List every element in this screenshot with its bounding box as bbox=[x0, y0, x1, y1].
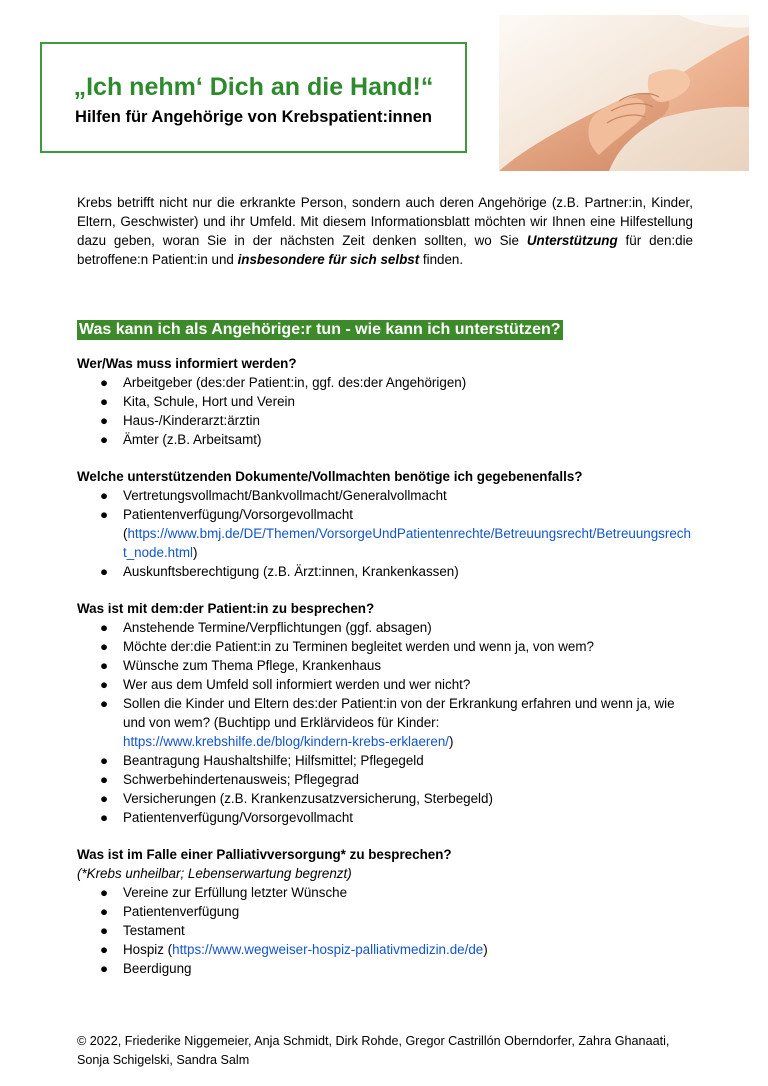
paren-close: ) bbox=[483, 942, 488, 957]
intro-paragraph bbox=[77, 193, 693, 269]
list-item-text: Testament bbox=[123, 923, 185, 938]
list-item-text: Ämter (z.B. Arbeitsamt) bbox=[123, 432, 262, 447]
bullet: ● bbox=[100, 394, 109, 409]
bullet: ● bbox=[100, 696, 109, 711]
bullet: ● bbox=[100, 904, 109, 919]
list-item-text: Hospiz ( bbox=[123, 942, 173, 957]
list-item-text: Vereine zur Erfüllung letzter Wünsche bbox=[123, 885, 348, 900]
list-item-text: Patientenverfügung/Vorsorgevollmacht bbox=[123, 507, 354, 522]
palliative-list bbox=[77, 883, 693, 978]
copyright-footer: © 2022, Friederike Niggemeier, Anja Schmidt, Dirk Rohde, Gregor Castrillón Oberndorfer, Zahra Ghanaati, Sonja Schigelski, Sandra Salm bbox=[77, 1034, 670, 1067]
intro-emphasis-support: Unterstützung bbox=[526, 233, 618, 248]
list-item-text: Auskunftsberechtigung (z.B. Ärzt:innen, Krankenkassen) bbox=[123, 564, 459, 579]
list-item-text: Schwerbehindertenausweis; Pflegegrad bbox=[123, 772, 359, 787]
list-item-text: Beerdigung bbox=[123, 961, 192, 976]
list-item-text: Wer aus dem Umfeld soll informiert werden und wer nicht? bbox=[123, 677, 471, 692]
bullet: ● bbox=[100, 620, 109, 635]
bullet: ● bbox=[100, 507, 109, 522]
list-item bbox=[77, 789, 693, 808]
list-item bbox=[77, 562, 693, 581]
list-item bbox=[77, 751, 693, 770]
list-item-text: Versicherungen (z.B. Krankenzusatzversicherung, Sterbegeld) bbox=[123, 791, 493, 806]
list-item-text: Wünsche zum Thema Pflege, Krankenhaus bbox=[123, 658, 382, 673]
bullet: ● bbox=[100, 923, 109, 938]
list-item bbox=[77, 430, 693, 449]
main-content bbox=[77, 193, 693, 978]
documents-list bbox=[77, 486, 693, 581]
discuss-list bbox=[77, 618, 693, 827]
bullet: ● bbox=[100, 658, 109, 673]
bullet: ● bbox=[100, 772, 109, 787]
page-title: „Ich nehm‘ Dich an die Hand!“ bbox=[73, 72, 434, 101]
list-item-text: Vertretungsvollmacht/Bankvollmacht/Generalvollmacht bbox=[123, 488, 447, 503]
intro-text-2: für den:die betroffene:n Patient:in und bbox=[77, 233, 693, 267]
title-box bbox=[40, 42, 467, 153]
bullet: ● bbox=[100, 413, 109, 428]
question-heading-discuss: Was ist mit dem:der Patient:in zu besprechen? bbox=[77, 601, 375, 616]
list-item bbox=[77, 392, 693, 411]
list-item bbox=[77, 505, 693, 562]
list-item bbox=[77, 637, 693, 656]
list-item-text: Patientenverfügung/Vorsorgevollmacht bbox=[123, 810, 354, 825]
bullet: ● bbox=[100, 639, 109, 654]
bullet: ● bbox=[100, 564, 109, 579]
intro-text-3: finden. bbox=[419, 252, 464, 267]
bullet: ● bbox=[100, 677, 109, 692]
list-item bbox=[77, 921, 693, 940]
list-item-text: Patientenverfügung bbox=[123, 904, 240, 919]
bullet: ● bbox=[100, 810, 109, 825]
list-item-text: Haus-/Kinderarzt:ärztin bbox=[123, 413, 260, 428]
krebshilfe-link[interactable]: https://www.krebshilfe.de/blog/kindern-krebs-erklaeren/ bbox=[123, 734, 449, 749]
list-item bbox=[77, 808, 693, 827]
bullet: ● bbox=[100, 961, 109, 976]
palliative-note: (*Krebs unheilbar; Lebenserwartung begrenzt) bbox=[77, 866, 352, 881]
list-item bbox=[77, 618, 693, 637]
list-item-text: Anstehende Termine/Verpflichtungen (ggf. absagen) bbox=[123, 620, 432, 635]
hospiz-link[interactable]: https://www.wegweiser-hospiz-palliativmedizin.de/de bbox=[172, 942, 484, 957]
intro-emphasis-self: insbesondere für sich selbst bbox=[237, 252, 420, 267]
list-item bbox=[77, 486, 693, 505]
paren-open: ( bbox=[123, 526, 128, 541]
list-item bbox=[77, 959, 693, 978]
inform-list bbox=[77, 373, 693, 449]
list-item bbox=[77, 883, 693, 902]
paren-close: ) bbox=[449, 734, 454, 749]
list-item bbox=[77, 675, 693, 694]
list-item bbox=[77, 940, 693, 959]
list-item bbox=[77, 411, 693, 430]
bullet: ● bbox=[100, 375, 109, 390]
bullet: ● bbox=[100, 432, 109, 447]
list-item bbox=[77, 373, 693, 392]
bullet: ● bbox=[100, 942, 109, 957]
bullet: ● bbox=[100, 885, 109, 900]
bullet: ● bbox=[100, 488, 109, 503]
bullet: ● bbox=[100, 791, 109, 806]
list-item bbox=[77, 902, 693, 921]
list-item-text: Arbeitgeber (des:der Patient:in, ggf. des:der Angehörigen) bbox=[123, 375, 467, 390]
list-item bbox=[77, 656, 693, 675]
paren-close: ) bbox=[192, 545, 198, 560]
list-item-text: Sollen die Kinder und Eltern des:der Patient:in von der Erkrankung erfahren und wenn ja, wie und von wem? (Buchtipp und Erklärvideos für Kinder: bbox=[123, 696, 675, 730]
list-item-text: Möchte der:die Patient:in zu Terminen begleitet werden und wenn ja, von wem? bbox=[123, 639, 594, 654]
page-subtitle: Hilfen für Angehörige von Krebspatient:innen bbox=[75, 107, 432, 126]
question-heading-palliative: Was ist im Falle einer Palliativversorgung* zu besprechen? bbox=[77, 847, 452, 862]
bmj-link[interactable]: https://www.bmj.de/DE/Themen/VorsorgeUndPatientenrechte/Betreuungsrecht/Betreuungsrecht_node.html bbox=[123, 526, 691, 560]
question-heading-inform: Wer/Was muss informiert werden? bbox=[77, 356, 297, 371]
intro-text-1: Krebs betrifft nicht nur die erkrankte Person, sondern auch deren Angehörige (z.B. Partner:in, Kinder, Eltern, Geschwister) und ihr Umfeld. Mit diesem Informationsblatt möchten wir Ihnen eine Hilfestellung dazu geben, woran Sie in der nächsten Zeit denken sollten, wo Sie bbox=[77, 195, 693, 248]
hands-photo bbox=[499, 15, 749, 171]
list-item-text: Kita, Schule, Hort und Verein bbox=[123, 394, 295, 409]
list-item-text: Beantragung Haushaltshilfe; Hilfsmittel; Pflegegeld bbox=[123, 753, 424, 768]
bullet: ● bbox=[100, 753, 109, 768]
question-heading-documents: Welche unterstützenden Dokumente/Vollmachten benötige ich gegebenenfalls? bbox=[77, 469, 583, 484]
hands-illustration bbox=[499, 15, 749, 171]
list-item bbox=[77, 770, 693, 789]
section-heading: Was kann ich als Angehörige:r tun - wie kann ich unterstützen? bbox=[79, 321, 561, 338]
list-item bbox=[77, 694, 693, 751]
